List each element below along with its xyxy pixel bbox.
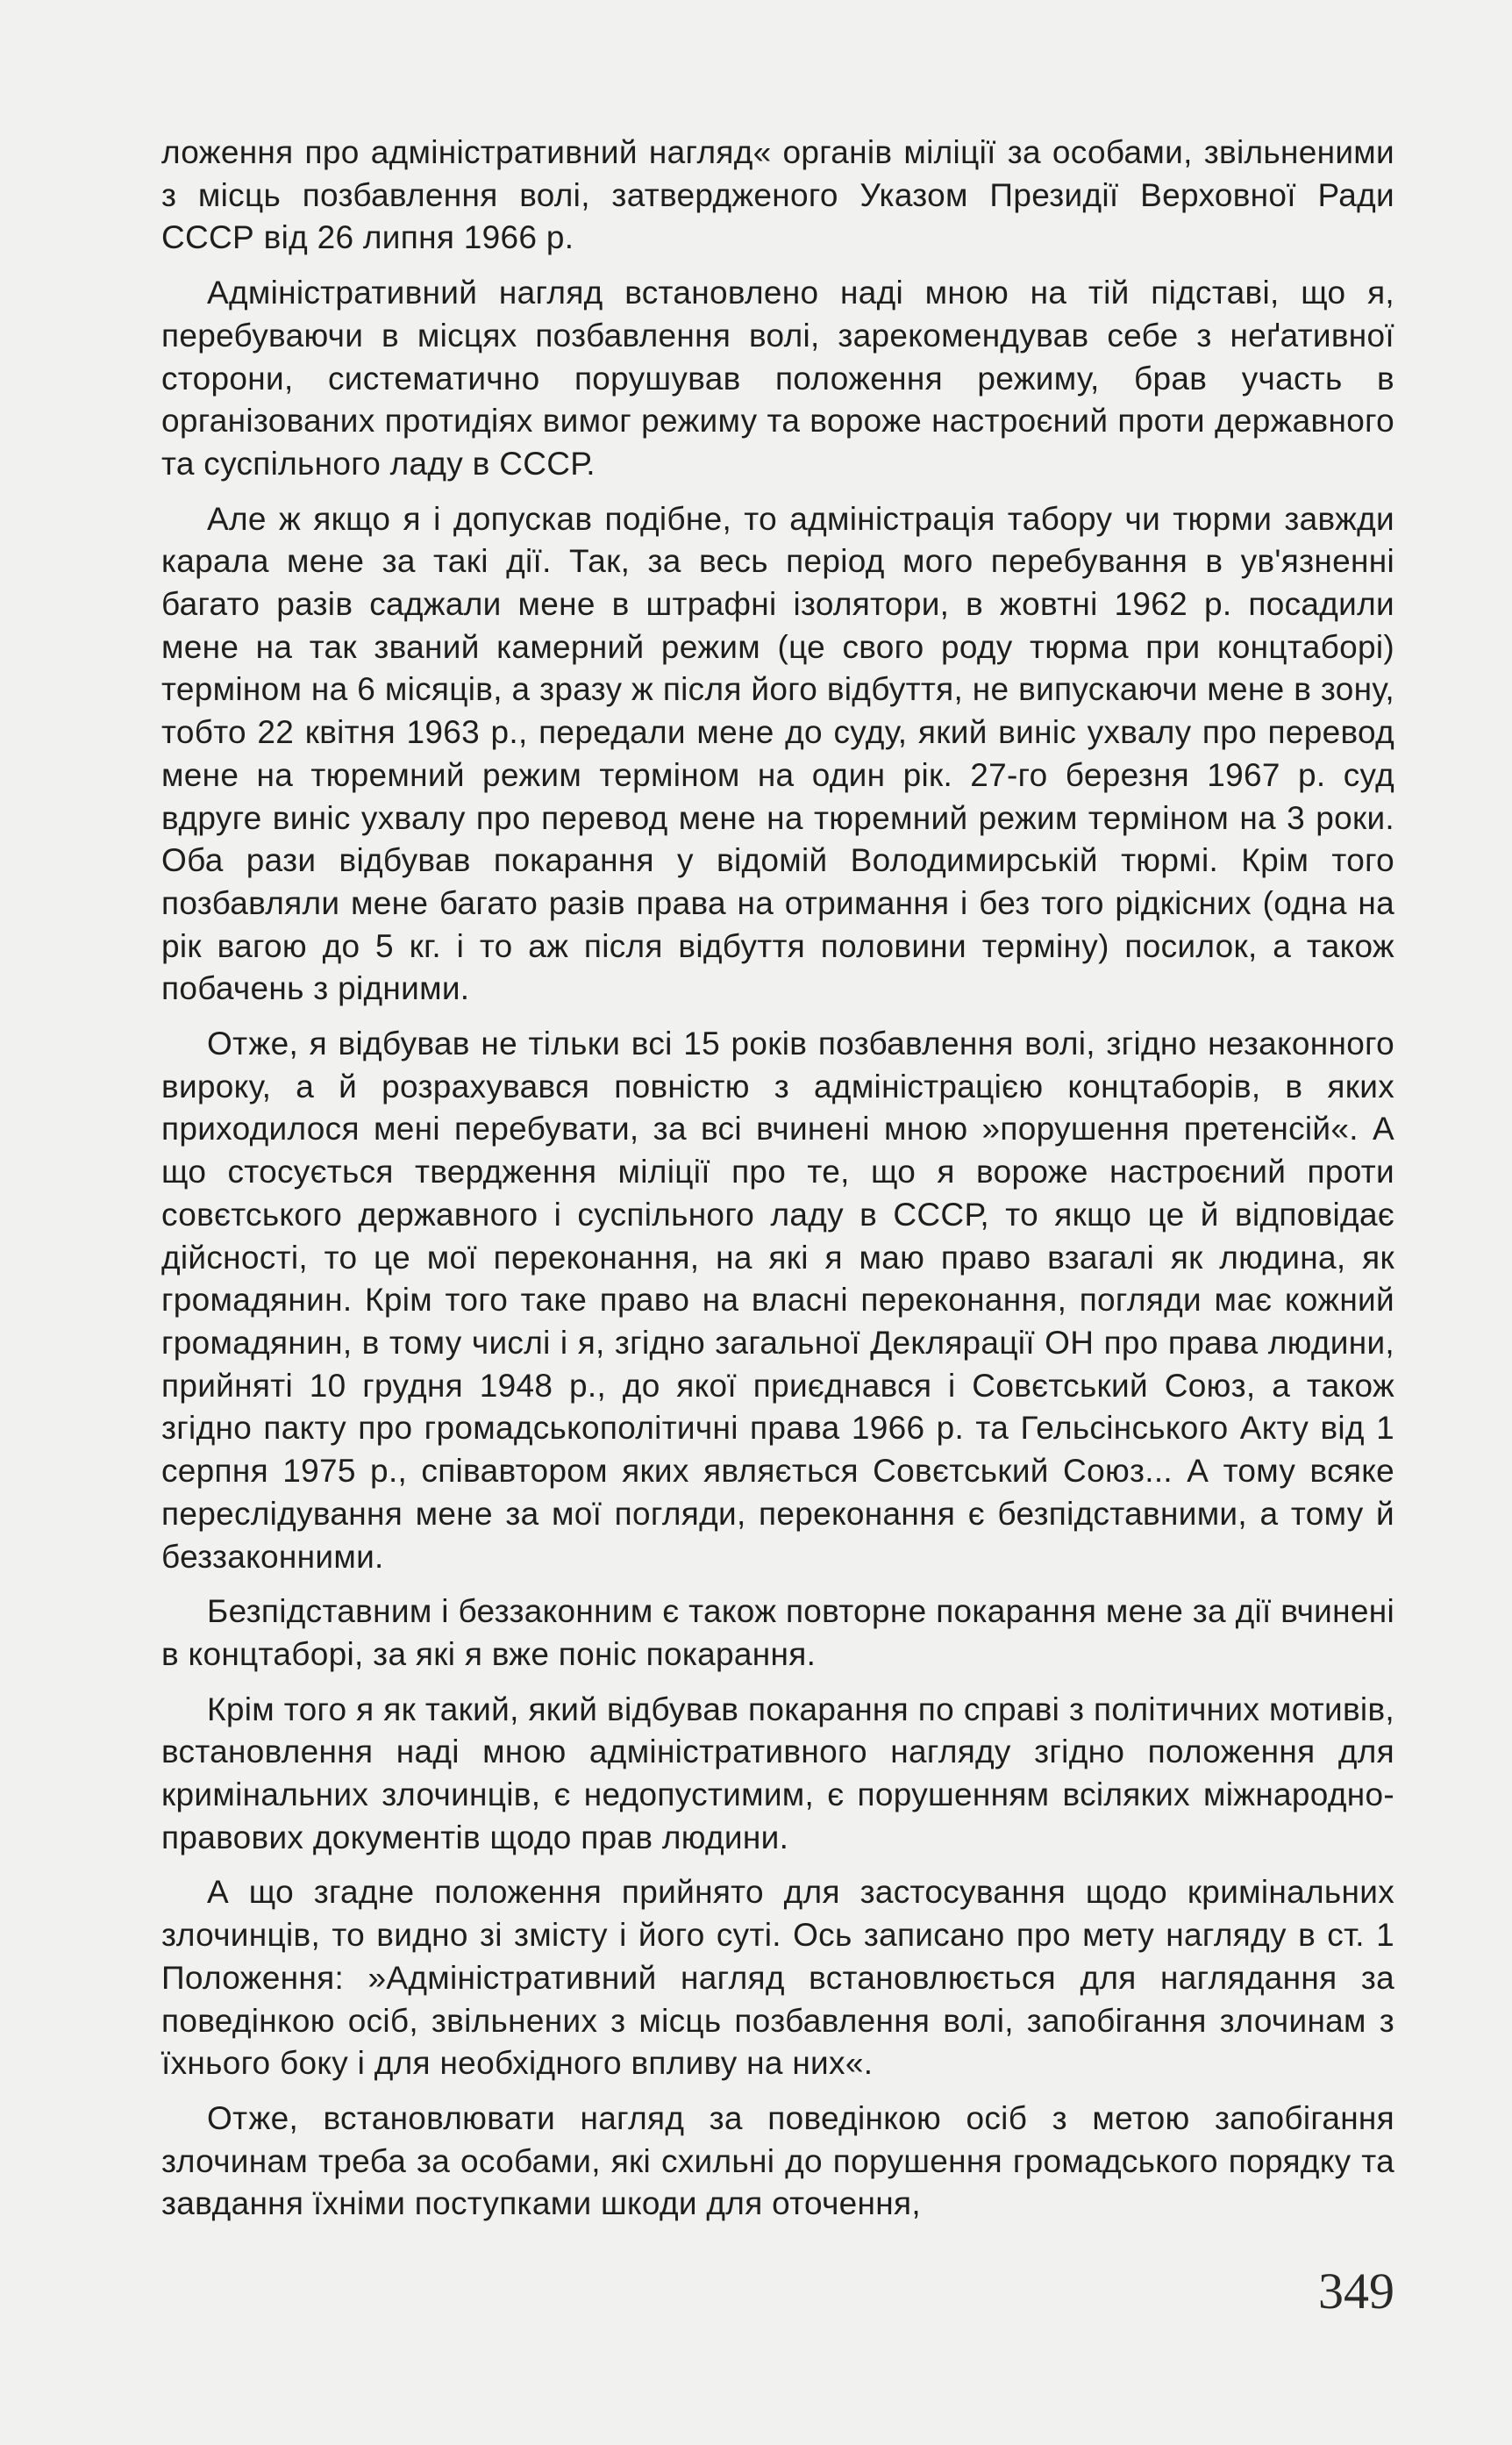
paragraph-8: Отже, встановлювати нагляд за поведінкою осіб з метою запобігання злочинам треба за особами, які схильні до порушення громадського порядку та завдання їхніми поступками шкоди для оточення, [161,2099,1394,2222]
paragraph-6: Крім того я як такий, який відбував покарання по справі з політичних мотивів, встановлення наді мною адміністративного нагляду згідно положення для кримінальних злочинців, є недопустимим, є порушенням всіляких міжнародно-правових документів щодо прав людини. [161,1691,1394,1855]
paragraph-7: А що згадне положення прийнято для застосування щодо кримінальних злочинців, то видно зі змісту і його суті. Ось записано про мету нагляду в ст. 1 Положення: »Адміністративний нагляд встановлюється для наглядання за поведінкою осіб, звільнених з місць позбавлення волі, запобігання злочинам з їхнього боку і для необхідного впливу на них«. [161,1874,1394,2082]
paragraph-3: Але ж якщо я і допускав подібне, то адміністрація табору чи тюрми завжди карала мене за такі дії. Так, за весь період мого перебування в ув'язненні багато разів саджали мене в штрафні ізолятори, в жовтні 1962 р. посадили мене на так званий камерний режим (це свого роду тюрма при концтаборі) терміном на 6 місяців, а зразу ж після його відбуття, не випускаючи мене в зону, тобто 22 квітня 1963 р., передали мене до суду, який виніс ухвалу про перевод мене на тюремний режим терміном на один рік. 27-го березня 1967 р. суд вдруге виніс ухвалу про перевод мене на тюремний режим терміном на 3 роки. Оба рази відбував покарання у відомій Володимирській тюрмі. Крім того позбавляли мене багато разів права на отримання і без того рідкісних (одна на рік вагою до 5 кг. і то аж після відбуття половини терміну) посилок, а також побачень з рідними. [161,500,1394,1007]
paragraph-4: Отже, я відбував не тільки всі 15 років позбавлення волі, згідно незаконного вироку, а й розрахувався повністю з адміністрацією концтаборів, в яких приходилося мені перебувати, за всі вчинені мною »порушення претенсій«. А що стосується твердження міліції про те, що я вороже настроєний проти совєтського державного і суспільного ладу в СССР, то якщо це й відповідає дійсності, то це мої переконання, на які я маю право взагалі як людина, як громадянин. Крім того таке право на власні переконання, погляди має кожний громадянин, в тому числі і я, згідно загальної Деклярації ОН про права людини, прийняті 10 грудня 1948 р., до якої приєднався і Совєтський Союз, а також згідно пакту про громадськополітичні права 1966 р. та Гельсінського Акту від 1 серпня 1975 р., співавтором яких являється Совєтський Союз... А тому всяке переслідування мене за мої погляди, переконання є безпідставними, а тому й беззаконними. [161,1026,1394,1575]
paragraph-1: ложення про адміністративний нагляд« органів міліції за особами, звільненими з місць позбавлення волі, затвердженого Указом Президії Верховної Ради СССР від 26 липня 1966 р. [161,134,1394,256]
paragraph-5: Безпідставним і беззаконним є також повторне покарання мене за дії вчинені в концтаборі, за які я вже поніс покарання. [161,1593,1394,1672]
body-text [161,132,1394,2226]
page-number: 349 [1318,2263,1394,2320]
paragraph-2: Адміністративний нагляд встановлено наді мною на тій підставі, що я, перебуваючи в місцях позбавлення волі, зарекомендував себе з неґативної сторони, систематично порушував положення режиму, брав участь в організованих протидіях вимог режиму та вороже настроєний проти державного та суспільного ладу в СССР. [161,275,1394,482]
